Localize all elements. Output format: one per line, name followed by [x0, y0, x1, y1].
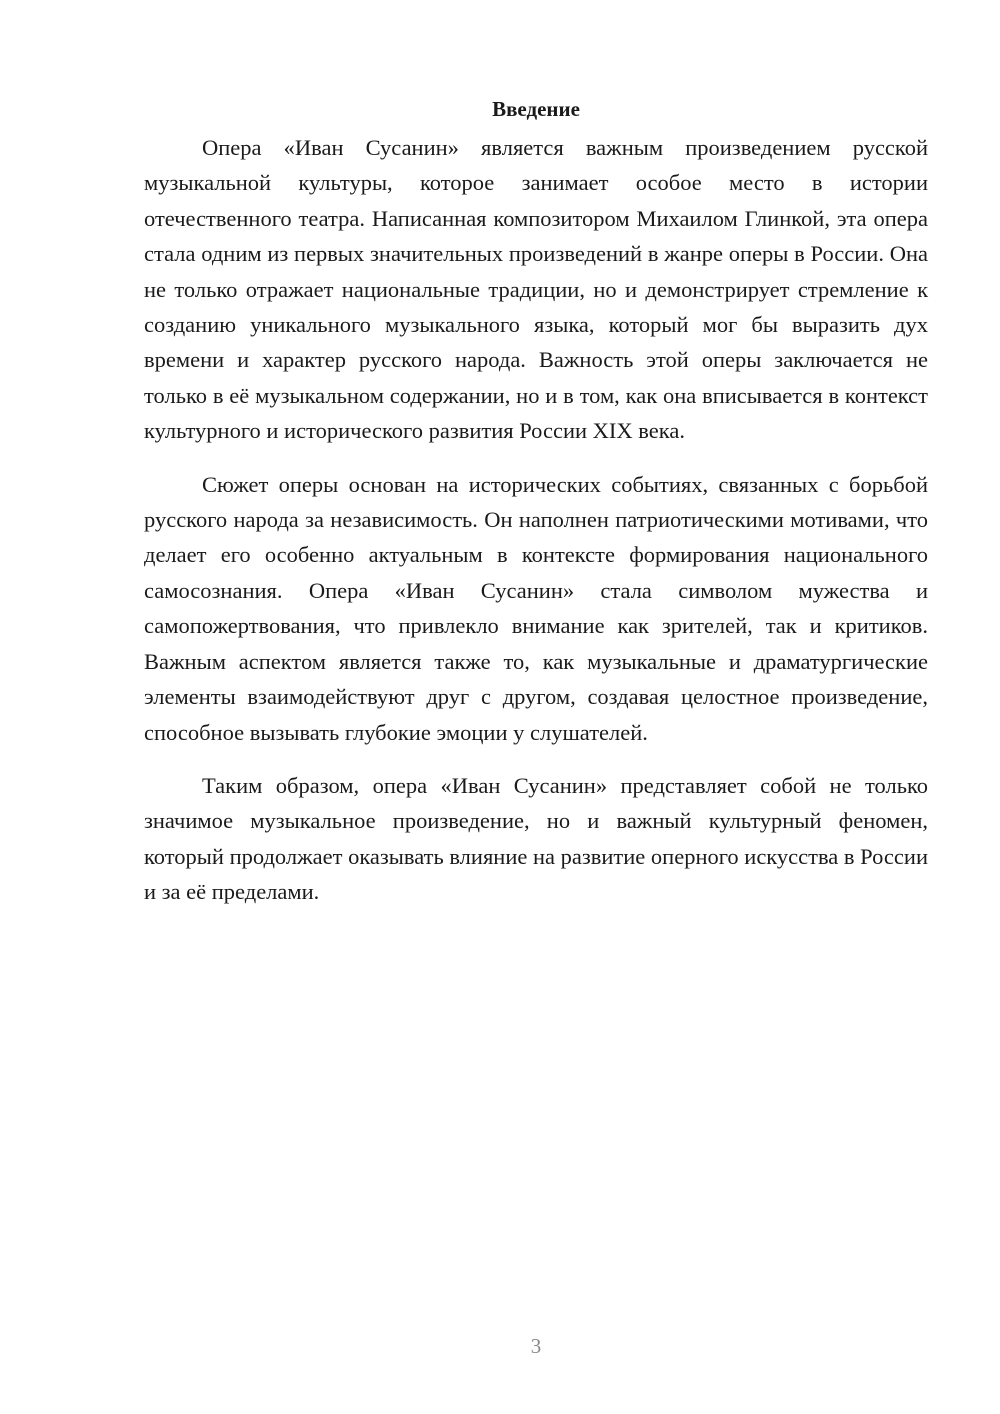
- section-title: Введение: [492, 97, 580, 121]
- paragraph-1: Опера «Иван Сусанин» является важным произведением русской музыкальной культуры, которое занимает особое место в истории отечественного театра. Написанная композитором Михаилом Глинкой, эта опера стала одним из первых значительных произведений в жанре оперы в России. Она не только отражает национальные традиции, но и демонстрирует стремление к созданию уникального музыкального языка, который мог бы выразить дух времени и характер русского народа. Важность этой оперы заключается не только в её музыкальном содержании, но и в том, как она вписывается в контекст культурного и исторического развития России XIX века.: [144, 135, 928, 444]
- paragraph-3: Таким образом, опера «Иван Сусанин» представляет собой не только значимое музыкальное произведение, но и важный культурный феномен, который продолжает оказывать влияние на развитие оперного искусства в России и за её пределами.: [144, 772, 928, 905]
- page-number: 3: [530, 1334, 542, 1358]
- page-content: [144, 92, 928, 928]
- paragraph-2: Сюжет оперы основан на исторических событиях, связанных с борьбой русского народа за независимость. Он наполнен патриотическими мотивами, что делает его особенно актуальным в контексте формирования национального самосознания. Опера «Иван Сусанин» стала символом мужества и самопожертвования, что привлекло внимание как зрителей, так и критиков. Важным аспектом является также то, как музыкальные и драматургические элементы взаимодействуют друг с другом, создавая целостное произведение, способное вызывать глубокие эмоции у слушателей.: [144, 471, 928, 745]
